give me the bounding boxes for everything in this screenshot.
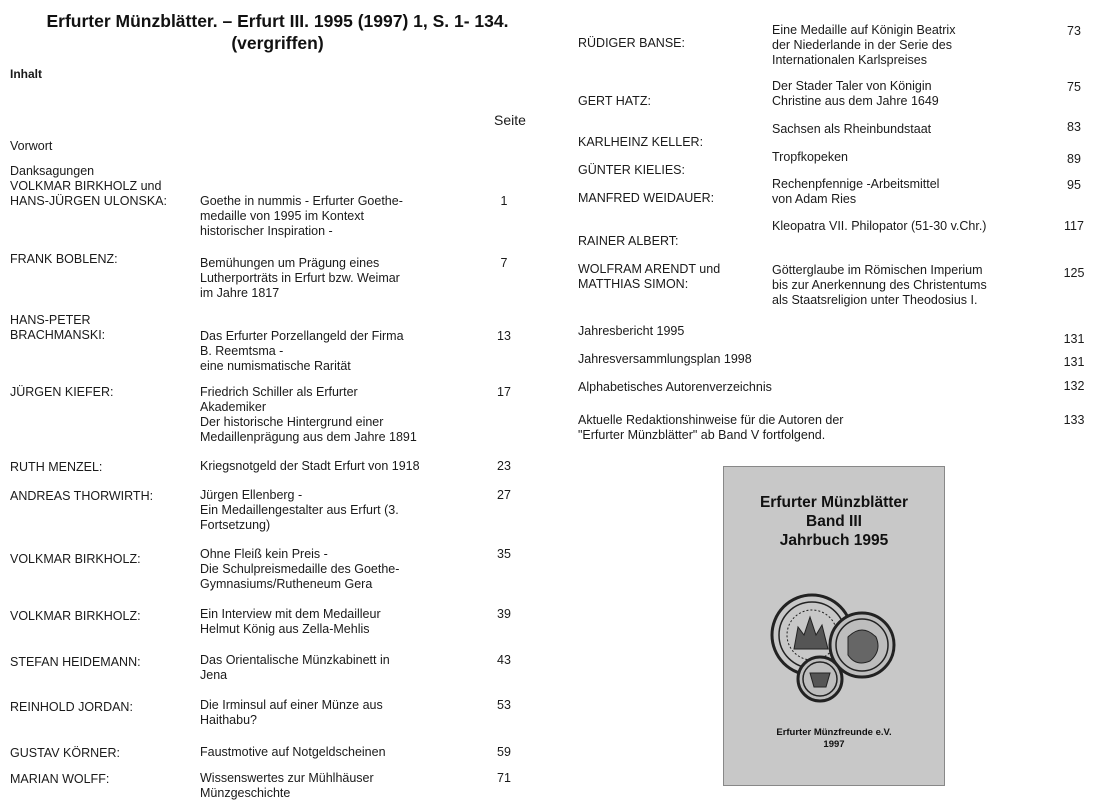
entry-author: HANS-PETER BRACHMANSKI: [10, 313, 106, 342]
entry-title: Rechenpfennige -Arbeitsmittel von Adam Ries [772, 177, 940, 206]
entry-title: Kleopatra VII. Philopator (51-30 v.Chr.) [772, 219, 987, 233]
entry-author: MARIAN WOLFF: [10, 772, 110, 786]
entry-title: Friedrich Schiller als Erfurter Akademiker Der historische Hintergrund einer Medaillenprägung aus dem Jahre 1891 [200, 385, 417, 444]
entry-title: Ohne Fleiß kein Preis - Die Schulpreismedaille des Goethe- Gymnasiums/Rutheneum Gera [200, 547, 400, 591]
cover-publisher: Erfurter Münzfreunde e.V. 1997 [776, 727, 892, 750]
page-column-heading: Seite [494, 112, 526, 128]
entry-page: 117 [1064, 219, 1084, 233]
entry-title: Aktuelle Redaktionshinweise für die Autoren der "Erfurter Münzblätter" ab Band V fortfolgend. [578, 413, 844, 442]
entry-title: Der Stader Taler von Königin Christine aus dem Jahre 1649 [772, 79, 939, 108]
entry-page: 125 [1063, 266, 1085, 280]
entry-author: JÜRGEN KIEFER: [10, 385, 114, 399]
entry-page: 75 [1067, 80, 1081, 94]
entry-author: ANDREAS THORWIRTH: [10, 489, 154, 503]
entry-author: REINHOLD JORDAN: [10, 700, 133, 714]
title-line-1: Erfurter Münzblätter. – Erfurt III. 1995 (1997) 1, S. 1- 134. [46, 11, 509, 31]
entry-title: Götterglaube im Römischen Imperium bis zur Anerkennung des Christentums als Staatsreligion unter Theodosius I. [772, 263, 987, 307]
entry-page: 43 [497, 653, 511, 667]
entry-author: GUSTAV KÖRNER: [10, 746, 120, 760]
entry-title: Kriegsnotgeld der Stadt Erfurt von 1918 [200, 459, 420, 473]
entry-title: Faustmotive auf Notgeldscheinen [200, 745, 386, 759]
entry-page: 73 [1067, 24, 1081, 38]
entry-page: 13 [497, 329, 511, 343]
entry-page: 39 [497, 607, 511, 621]
entry-page: 89 [1067, 152, 1081, 166]
entry-title: Das Erfurter Porzellangeld der Firma B. Reemtsma - eine numismatische Rarität [200, 329, 404, 373]
entry-title: Ein Interview mit dem Medailleur Helmut König aus Zella-Mehlis [200, 607, 381, 636]
entry-title: Bemühungen um Prägung eines Lutherporträts in Erfurt bzw. Weimar im Jahre 1817 [200, 256, 400, 300]
entry-page: 17 [497, 385, 511, 399]
entry-author: RAINER ALBERT: [578, 234, 679, 248]
entry-author: Vorwort [10, 139, 53, 153]
cover-title: Erfurter Münzblätter Band III Jahrbuch 1995 [759, 494, 909, 549]
entry-page: 27 [497, 488, 511, 502]
entry-title: Jahresversammlungsplan 1998 [578, 352, 752, 366]
entry-author: WOLFRAM ARENDT und MATTHIAS SIMON: [578, 262, 721, 291]
entry-page: 83 [1067, 120, 1081, 134]
entry-page: 23 [497, 459, 511, 473]
entry-author: RUTH MENZEL: [10, 460, 103, 474]
entry-page: 7 [500, 256, 508, 270]
entry-author: MANFRED WEIDAUER: [578, 191, 715, 205]
title-line-2: (vergriffen) [231, 33, 324, 53]
entry-page: 35 [497, 547, 511, 561]
entry-title: Sachsen als Rheinbundstaat [772, 122, 932, 136]
contents-heading: Inhalt [10, 67, 42, 81]
entry-title: Tropfkopeken [772, 150, 848, 164]
entry-author: RÜDIGER BANSE: [578, 36, 685, 50]
entry-title: Eine Medaille auf Königin Beatrix der Niederlande in der Serie des Internationalen Karlspreises [772, 23, 956, 67]
entry-page: 1 [500, 194, 508, 208]
entry-title: Jahresbericht 1995 [578, 324, 685, 338]
entry-page: 53 [497, 698, 511, 712]
entry-title: Die Irminsul auf einer Münze aus Haithabu? [200, 698, 383, 727]
entry-author: GERT HATZ: [578, 94, 651, 108]
entry-page: 133 [1063, 413, 1085, 427]
entry-title: Goethe in nummis - Erfurter Goethe- medaille von 1995 im Kontext historischer Inspiration - [200, 194, 403, 238]
entry-page: 132 [1063, 379, 1085, 393]
entry-page: 131 [1063, 332, 1085, 346]
entry-author: Danksagungen VOLKMAR BIRKHOLZ und HANS-JÜRGEN ULONSKA: [10, 164, 167, 208]
entry-title: Alphabetisches Autorenverzeichnis [578, 380, 772, 394]
entry-title: Jürgen Ellenberg - Ein Medaillengestalter aus Erfurt (3. Fortsetzung) [200, 488, 399, 532]
entry-page: 59 [497, 745, 511, 759]
entry-title: Wissenswertes zur Mühlhäuser Münzgeschichte [200, 771, 374, 800]
book-cover [723, 466, 945, 786]
entry-author: VOLKMAR BIRKHOLZ: [10, 552, 141, 566]
entry-author: GÜNTER KIELIES: [578, 163, 685, 177]
entry-author: VOLKMAR BIRKHOLZ: [10, 609, 141, 623]
entry-author: KARLHEINZ KELLER: [578, 135, 704, 149]
entry-author: FRANK BOBLENZ: [10, 252, 118, 266]
page-title [0, 10, 555, 54]
entry-page: 131 [1063, 355, 1085, 369]
entry-title: Das Orientalische Münzkabinett in Jena [200, 653, 390, 682]
coins-illustration [764, 587, 904, 707]
entry-author: STEFAN HEIDEMANN: [10, 655, 141, 669]
entry-page: 95 [1067, 178, 1081, 192]
entry-page: 71 [497, 771, 511, 785]
